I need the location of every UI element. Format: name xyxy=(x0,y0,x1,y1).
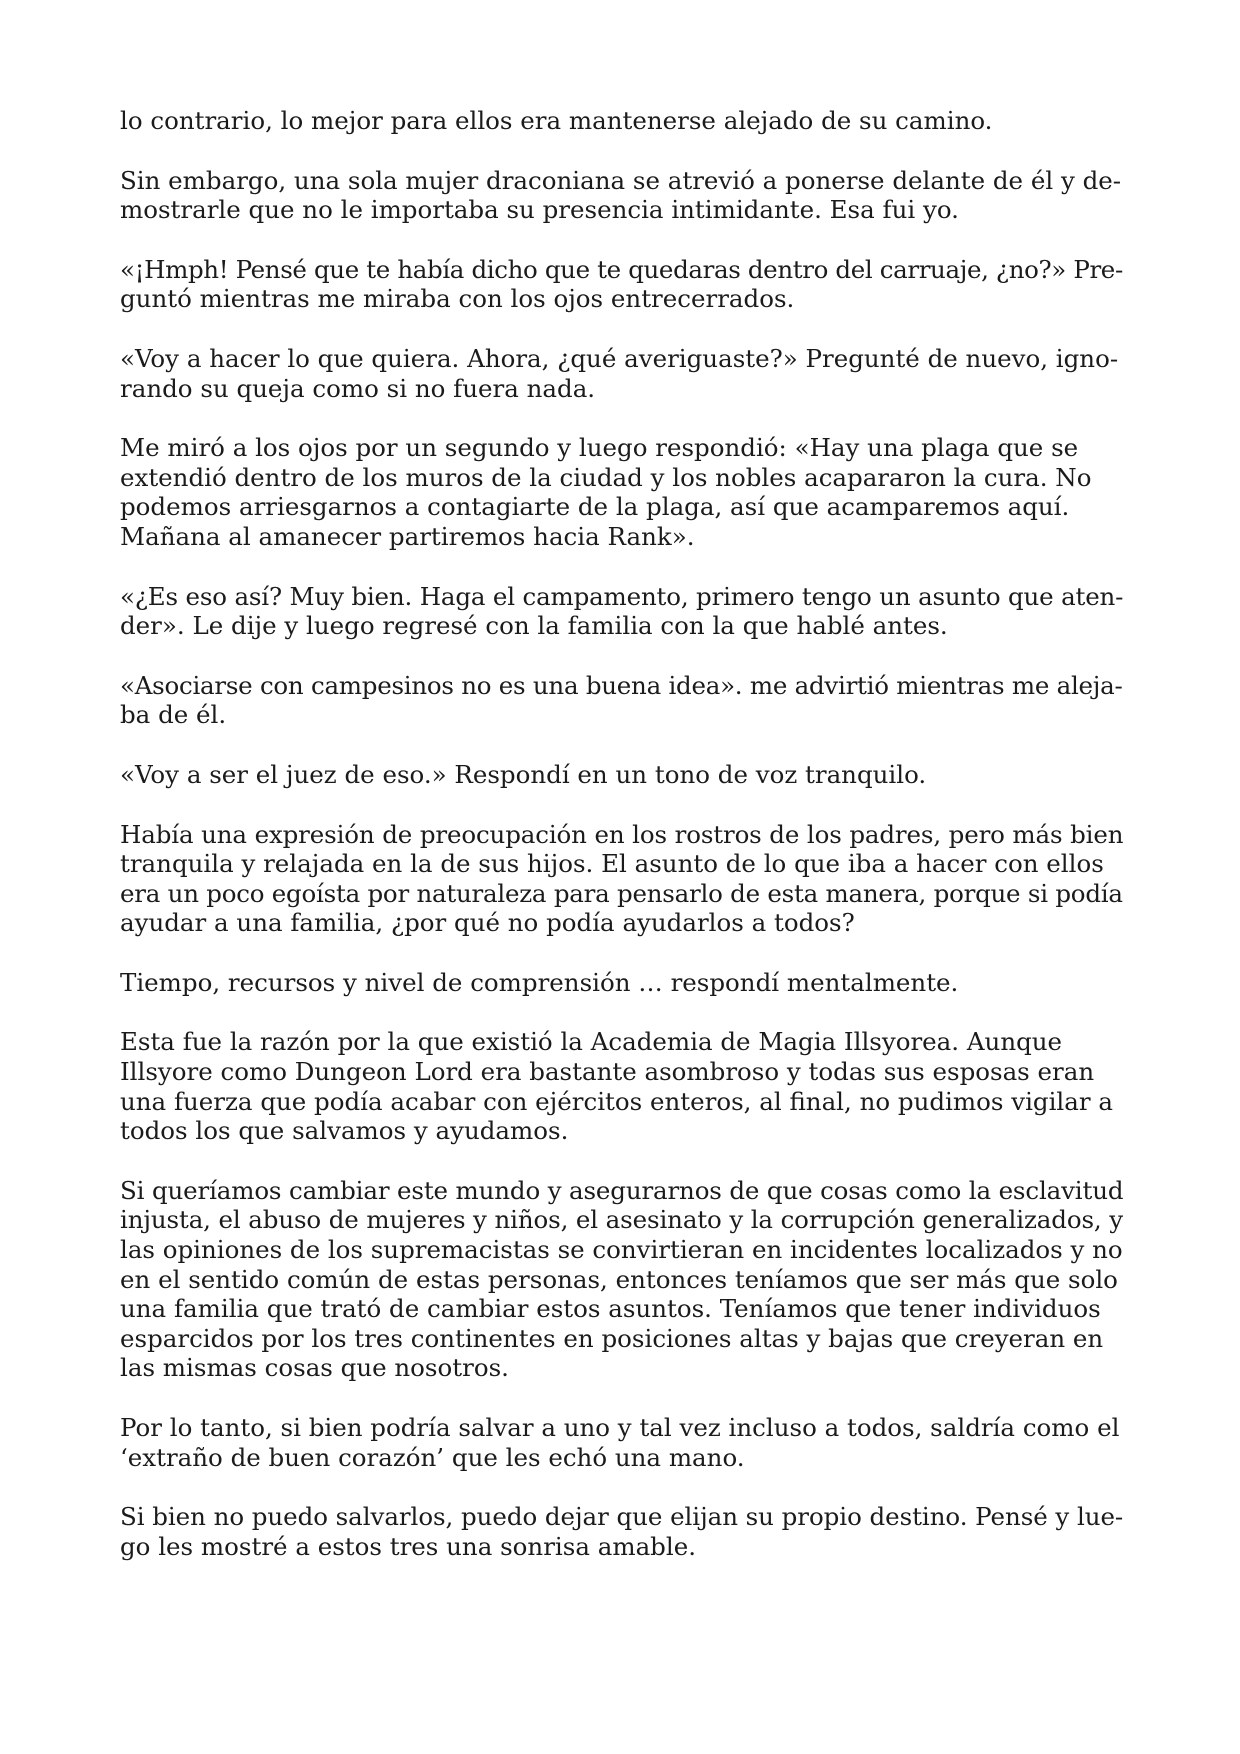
text-line: las opiniones de los supremacistas se convirtieran en incidentes localizados y no xyxy=(120,1235,1123,1265)
paragraph xyxy=(120,1502,1123,1561)
text-line: Había una expresión de preocupación en los rostros de los padres, pero más bien xyxy=(120,819,1124,849)
paragraph xyxy=(120,166,1123,225)
text-line: «Voy a ser el juez de eso.» Respondí en un tono de voz tranquilo. xyxy=(120,759,927,789)
text-line: ‘extraño de buen corazón’ que les echó una mano. xyxy=(120,1442,745,1472)
text-line: injusta, el abuso de mujeres y niños, el asesinato y la corrupción generalizados, y xyxy=(120,1205,1123,1235)
paragraph xyxy=(120,1027,1123,1145)
text-line: Esta fue la razón por la que existió la Academia de Magia Illsyorea. Aunque xyxy=(120,1027,1063,1057)
text-line: lo contrario, lo mejor para ellos era mantenerse alejado de su camino. xyxy=(120,106,993,135)
paragraph xyxy=(120,1413,1123,1472)
text-line: «Voy a hacer lo que quiera. Ahora, ¿qué averiguaste?» Pregunté de nuevo, igno- xyxy=(120,343,1119,373)
text-line: una familia que trató de cambiar estos asuntos. Teníamos que tener individuos xyxy=(120,1294,1101,1324)
paragraph xyxy=(120,968,1123,998)
text-line: todos los que salvamos y ayudamos. xyxy=(120,1116,569,1146)
text-line: ayudar a una familia, ¿por qué no podía ayudarlos a todos? xyxy=(120,908,855,938)
paragraph xyxy=(120,582,1123,641)
text-line: Mañana al amanecer partiremos hacia Rank». xyxy=(120,521,695,551)
text-line: der». Le dije y luego regresé con la familia con la que hablé antes. xyxy=(120,611,948,641)
text-line: Illsyore como Dungeon Lord era bastante asombroso y todas sus esposas eran xyxy=(120,1057,1095,1087)
text-line: guntó mientras me miraba con los ojos entrecerrados. xyxy=(120,284,795,314)
paragraph xyxy=(120,760,1123,790)
text-line: ba de él. xyxy=(120,700,227,730)
text-line: go les mostré a estos tres una sonrisa amable. xyxy=(120,1531,696,1561)
text-line: Sin embargo, una sola mujer draconiana se atrevió a ponerse delante de él y de- xyxy=(120,165,1122,195)
text-line: podemos arriesgarnos a contagiarte de la plaga, así que acamparemos aquí. xyxy=(120,492,1070,522)
text-line: Si bien no puedo salvarlos, puedo dejar que elijan su propio destino. Pensé y lue- xyxy=(120,1502,1124,1532)
text-line: las mismas cosas que nosotros. xyxy=(120,1353,509,1383)
document-page xyxy=(120,106,1123,1591)
text-line: tranquila y relajada en la de sus hijos. El asunto de lo que iba a hacer con ellos xyxy=(120,849,1104,879)
text-line: una fuerza que podía acabar con ejércitos enteros, al final, no pudimos vigilar a xyxy=(120,1086,1113,1116)
text-line: «¿Es eso así? Muy bien. Haga el campamento, primero tengo un asunto que aten- xyxy=(120,581,1124,611)
paragraph xyxy=(120,433,1123,551)
text-line: extendió dentro de los muros de la ciudad y los nobles acapararon la cura. No xyxy=(120,462,1092,492)
text-line: era un poco egoísta por naturaleza para pensarlo de esta manera, porque si podía xyxy=(120,878,1123,908)
text-line: «Asociarse con campesinos no es una buena idea». me advirtió mientras me aleja- xyxy=(120,670,1123,700)
paragraph xyxy=(120,255,1123,314)
text-line: en el sentido común de estas personas, entonces teníamos que ser más que solo xyxy=(120,1264,1118,1294)
text-line: rando su queja como si no fuera nada. xyxy=(120,373,596,403)
paragraph xyxy=(120,344,1123,403)
paragraph xyxy=(120,820,1123,938)
text-line: «¡Hmph! Pensé que te había dicho que te quedaras dentro del carruaje, ¿no?» Pre- xyxy=(120,254,1123,284)
text-line: Tiempo, recursos y nivel de comprensión … respondí mentalmente. xyxy=(120,967,959,997)
text-line: mostrarle que no le importaba su presencia intimidante. Esa fui yo. xyxy=(120,195,959,225)
paragraph xyxy=(120,106,1123,136)
text-line: Si queríamos cambiar este mundo y asegurarnos de que cosas como la esclavitud xyxy=(120,1175,1124,1205)
text-line: Me miró a los ojos por un segundo y luego respondió: «Hay una plaga que se xyxy=(120,433,1079,463)
paragraph xyxy=(120,671,1123,730)
text-line: esparcidos por los tres continentes en posiciones altas y bajas que creyeran en xyxy=(120,1323,1104,1353)
paragraph xyxy=(120,1176,1123,1383)
text-line: Por lo tanto, si bien podría salvar a uno y tal vez incluso a todos, saldría como el xyxy=(120,1413,1120,1442)
